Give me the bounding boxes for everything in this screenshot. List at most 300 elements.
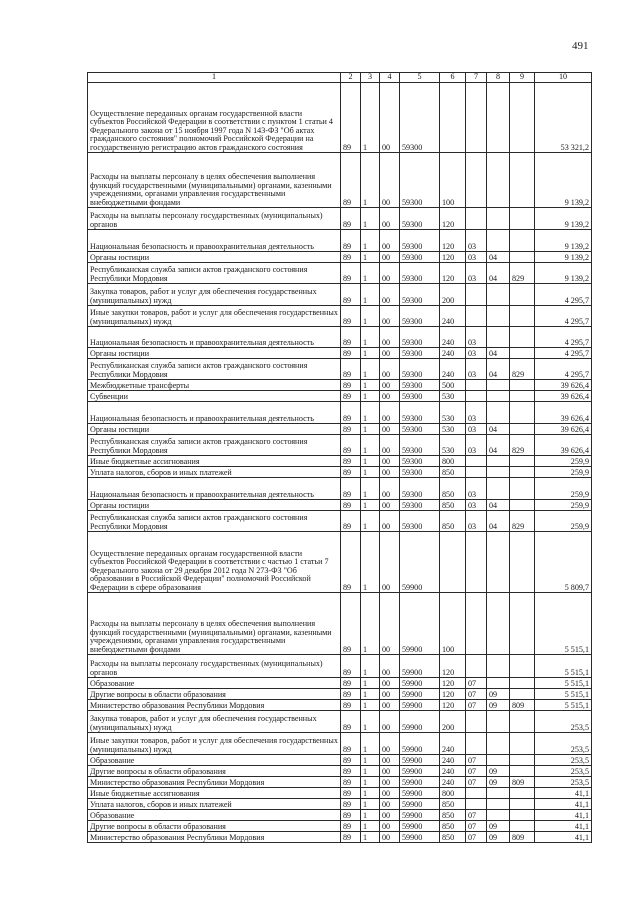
row-code: 89 bbox=[341, 655, 361, 678]
table-row bbox=[88, 511, 592, 532]
row-code: 850 bbox=[440, 799, 466, 810]
row-code: 59300 bbox=[400, 500, 440, 511]
row-code: 89 bbox=[341, 380, 361, 391]
row-code: 1 bbox=[361, 832, 380, 843]
row-code: 89 bbox=[341, 263, 361, 284]
table-row bbox=[88, 359, 592, 380]
table-row bbox=[88, 348, 592, 359]
row-code: 04 bbox=[487, 252, 510, 263]
row-code: 89 bbox=[341, 435, 361, 456]
row-amount: 41,1 bbox=[535, 799, 592, 810]
row-code: 07 bbox=[466, 810, 487, 821]
row-code: 07 bbox=[466, 832, 487, 843]
row-description: Республиканская служба записи актов гражданского состояния Республики Мордовия bbox=[88, 435, 341, 456]
row-code: 120 bbox=[440, 263, 466, 284]
table-row bbox=[88, 500, 592, 511]
row-code bbox=[510, 689, 535, 700]
row-code: 1 bbox=[361, 755, 380, 766]
row-code: 00 bbox=[380, 655, 400, 678]
row-code: 850 bbox=[440, 821, 466, 832]
row-code: 240 bbox=[440, 755, 466, 766]
row-amount: 39 626,4 bbox=[535, 380, 592, 391]
table-row bbox=[88, 230, 592, 252]
row-description: Республиканская служба записи актов гражданского состояния Республики Мордовия bbox=[88, 263, 341, 284]
row-code: 850 bbox=[440, 511, 466, 532]
row-code: 59300 bbox=[400, 435, 440, 456]
row-description: Закупка товаров, работ и услуг для обеспечения государственных (муниципальных) нужд bbox=[88, 711, 341, 733]
row-code: 89 bbox=[341, 391, 361, 402]
row-code bbox=[510, 380, 535, 391]
row-code bbox=[466, 153, 487, 208]
row-code: 829 bbox=[510, 359, 535, 380]
row-code: 89 bbox=[341, 755, 361, 766]
row-code: 59300 bbox=[400, 391, 440, 402]
row-code: 59900 bbox=[400, 655, 440, 678]
row-code bbox=[510, 391, 535, 402]
row-code: 00 bbox=[380, 593, 400, 655]
row-code: 89 bbox=[341, 832, 361, 843]
row-code: 89 bbox=[341, 733, 361, 755]
row-code: 1 bbox=[361, 700, 380, 711]
row-code bbox=[487, 799, 510, 810]
row-code: 530 bbox=[440, 424, 466, 435]
row-code bbox=[487, 153, 510, 208]
row-description: Республиканская служба записи актов гражданского состояния Республики Мордовия bbox=[88, 511, 341, 532]
row-code bbox=[466, 380, 487, 391]
row-description: Министерство образования Республики Мордовия bbox=[88, 700, 341, 711]
row-code: 89 bbox=[341, 711, 361, 733]
row-code: 1 bbox=[361, 478, 380, 500]
row-code bbox=[466, 733, 487, 755]
row-code: 1 bbox=[361, 153, 380, 208]
row-code: 00 bbox=[380, 733, 400, 755]
row-code: 00 bbox=[380, 402, 400, 424]
row-code: 850 bbox=[440, 478, 466, 500]
row-amount: 41,1 bbox=[535, 788, 592, 799]
table-row bbox=[88, 766, 592, 777]
row-code: 850 bbox=[440, 832, 466, 843]
table-row bbox=[88, 733, 592, 755]
row-description: Иные бюджетные ассигнования bbox=[88, 456, 341, 467]
row-description: Уплата налогов, сборов и иных платежей bbox=[88, 799, 341, 810]
row-amount: 9 139,2 bbox=[535, 252, 592, 263]
row-code: 59300 bbox=[400, 230, 440, 252]
table-row bbox=[88, 755, 592, 766]
row-amount: 39 626,4 bbox=[535, 391, 592, 402]
row-code: 59900 bbox=[400, 799, 440, 810]
row-code: 89 bbox=[341, 467, 361, 478]
table-row bbox=[88, 284, 592, 306]
table-row bbox=[88, 252, 592, 263]
row-code: 89 bbox=[341, 208, 361, 230]
row-code bbox=[487, 788, 510, 799]
row-code: 03 bbox=[466, 500, 487, 511]
row-code bbox=[510, 711, 535, 733]
row-code: 00 bbox=[380, 327, 400, 348]
row-description: Национальная безопасность и правоохранительная деятельность bbox=[88, 327, 341, 348]
row-code: 89 bbox=[341, 284, 361, 306]
row-description: Расходы на выплаты персоналу государственных (муниципальных) органов bbox=[88, 655, 341, 678]
column-header: 1 bbox=[88, 73, 341, 83]
row-code: 1 bbox=[361, 678, 380, 689]
row-code bbox=[510, 799, 535, 810]
row-code bbox=[487, 593, 510, 655]
column-header: 3 bbox=[361, 73, 380, 83]
row-code: 89 bbox=[341, 252, 361, 263]
row-description: Иные закупки товаров, работ и услуг для обеспечения государственных (муниципальных) нужд bbox=[88, 306, 341, 327]
row-code: 89 bbox=[341, 689, 361, 700]
row-code: 07 bbox=[466, 755, 487, 766]
table-row bbox=[88, 593, 592, 655]
row-code: 200 bbox=[440, 284, 466, 306]
row-code: 00 bbox=[380, 821, 400, 832]
row-code: 829 bbox=[510, 511, 535, 532]
row-code: 00 bbox=[380, 532, 400, 593]
row-description: Осуществление переданных органам государственной власти субъектов Российской Федерации в соответствии с пунктом 1 статьи 4 Федерального закона от 15 ноября 1997 года N 143-ФЗ "Об актах гражданского состояния" полномочий Российской Федерации на государственную регистрацию актов гражданского состояния bbox=[88, 83, 341, 153]
row-code bbox=[510, 593, 535, 655]
row-description: Расходы на выплаты персоналу в целях обеспечения выполнения функций государственными (муниципальными) органами, казенными учреждениями, органами управления государственными внебюджетными фондами bbox=[88, 153, 341, 208]
row-code: 1 bbox=[361, 456, 380, 467]
row-code: 07 bbox=[466, 821, 487, 832]
column-header: 2 bbox=[341, 73, 361, 83]
row-description: Республиканская служба записи актов гражданского состояния Республики Мордовия bbox=[88, 359, 341, 380]
row-code: 59900 bbox=[400, 711, 440, 733]
row-code bbox=[466, 391, 487, 402]
row-code: 59900 bbox=[400, 810, 440, 821]
row-description: Министерство образования Республики Мордовия bbox=[88, 777, 341, 788]
row-code: 89 bbox=[341, 424, 361, 435]
row-code: 00 bbox=[380, 832, 400, 843]
row-description: Национальная безопасность и правоохранительная деятельность bbox=[88, 230, 341, 252]
row-code: 89 bbox=[341, 700, 361, 711]
row-code: 240 bbox=[440, 359, 466, 380]
row-code: 03 bbox=[466, 435, 487, 456]
row-code: 04 bbox=[487, 359, 510, 380]
row-code: 00 bbox=[380, 284, 400, 306]
row-code: 59300 bbox=[400, 467, 440, 478]
row-code: 59900 bbox=[400, 593, 440, 655]
row-code: 59300 bbox=[400, 263, 440, 284]
row-code bbox=[487, 230, 510, 252]
row-amount: 5 809,7 bbox=[535, 532, 592, 593]
row-code bbox=[487, 655, 510, 678]
row-code: 89 bbox=[341, 359, 361, 380]
row-code: 59300 bbox=[400, 284, 440, 306]
table-row bbox=[88, 810, 592, 821]
row-description: Иные закупки товаров, работ и услуг для обеспечения государственных (муниципальных) нужд bbox=[88, 733, 341, 755]
row-code: 00 bbox=[380, 810, 400, 821]
row-amount: 9 139,2 bbox=[535, 263, 592, 284]
row-code: 00 bbox=[380, 435, 400, 456]
row-code: 240 bbox=[440, 348, 466, 359]
column-header: 9 bbox=[510, 73, 535, 83]
row-code: 00 bbox=[380, 380, 400, 391]
row-code: 00 bbox=[380, 252, 400, 263]
row-amount: 4 295,7 bbox=[535, 327, 592, 348]
row-code: 89 bbox=[341, 821, 361, 832]
row-code: 00 bbox=[380, 478, 400, 500]
row-code: 09 bbox=[487, 766, 510, 777]
row-code: 00 bbox=[380, 689, 400, 700]
row-code bbox=[487, 532, 510, 593]
row-code: 1 bbox=[361, 655, 380, 678]
row-code: 00 bbox=[380, 263, 400, 284]
row-code: 03 bbox=[466, 424, 487, 435]
row-code: 1 bbox=[361, 230, 380, 252]
row-code bbox=[487, 284, 510, 306]
row-code: 89 bbox=[341, 678, 361, 689]
row-code: 800 bbox=[440, 456, 466, 467]
row-code: 120 bbox=[440, 208, 466, 230]
row-amount: 259,9 bbox=[535, 511, 592, 532]
row-code: 100 bbox=[440, 153, 466, 208]
row-code: 120 bbox=[440, 700, 466, 711]
row-code: 59300 bbox=[400, 153, 440, 208]
row-description: Органы юстиции bbox=[88, 424, 341, 435]
row-code: 1 bbox=[361, 359, 380, 380]
row-code: 59300 bbox=[400, 208, 440, 230]
row-amount: 253,5 bbox=[535, 755, 592, 766]
table-row bbox=[88, 478, 592, 500]
row-code bbox=[487, 678, 510, 689]
table-row bbox=[88, 402, 592, 424]
row-code: 1 bbox=[361, 380, 380, 391]
row-code: 89 bbox=[341, 810, 361, 821]
row-code: 829 bbox=[510, 435, 535, 456]
row-amount: 259,9 bbox=[535, 467, 592, 478]
row-code: 120 bbox=[440, 689, 466, 700]
row-code: 809 bbox=[510, 700, 535, 711]
row-code bbox=[487, 755, 510, 766]
row-code: 1 bbox=[361, 593, 380, 655]
table-row bbox=[88, 678, 592, 689]
row-code: 04 bbox=[487, 263, 510, 284]
row-code: 07 bbox=[466, 700, 487, 711]
page-number: 491 bbox=[572, 40, 589, 52]
row-code: 00 bbox=[380, 467, 400, 478]
row-description: Образование bbox=[88, 678, 341, 689]
row-code bbox=[487, 208, 510, 230]
row-code: 850 bbox=[440, 500, 466, 511]
row-code: 09 bbox=[487, 832, 510, 843]
row-code: 59300 bbox=[400, 478, 440, 500]
column-header: 4 bbox=[380, 73, 400, 83]
row-code bbox=[487, 306, 510, 327]
row-description: Органы юстиции bbox=[88, 500, 341, 511]
row-code: 1 bbox=[361, 810, 380, 821]
row-code: 03 bbox=[466, 402, 487, 424]
table-row bbox=[88, 799, 592, 810]
row-code: 1 bbox=[361, 348, 380, 359]
row-code: 120 bbox=[440, 252, 466, 263]
row-code: 1 bbox=[361, 689, 380, 700]
row-code bbox=[487, 402, 510, 424]
row-code: 120 bbox=[440, 678, 466, 689]
column-header: 10 bbox=[535, 73, 592, 83]
row-code bbox=[466, 208, 487, 230]
table-row bbox=[88, 777, 592, 788]
row-code: 89 bbox=[341, 593, 361, 655]
row-code: 00 bbox=[380, 500, 400, 511]
row-code: 100 bbox=[440, 593, 466, 655]
row-code: 530 bbox=[440, 391, 466, 402]
row-code: 07 bbox=[466, 777, 487, 788]
row-code: 00 bbox=[380, 83, 400, 153]
row-code: 00 bbox=[380, 208, 400, 230]
row-code: 59900 bbox=[400, 700, 440, 711]
row-code: 04 bbox=[487, 348, 510, 359]
row-code: 530 bbox=[440, 435, 466, 456]
row-code: 89 bbox=[341, 83, 361, 153]
row-code: 89 bbox=[341, 788, 361, 799]
row-code bbox=[487, 478, 510, 500]
row-code: 1 bbox=[361, 327, 380, 348]
row-code: 500 bbox=[440, 380, 466, 391]
row-code: 59900 bbox=[400, 777, 440, 788]
row-code bbox=[466, 532, 487, 593]
row-amount: 5 515,1 bbox=[535, 593, 592, 655]
row-code bbox=[466, 655, 487, 678]
row-code: 829 bbox=[510, 263, 535, 284]
row-code bbox=[510, 467, 535, 478]
row-code: 1 bbox=[361, 391, 380, 402]
row-description: Другие вопросы в области образования bbox=[88, 766, 341, 777]
row-code: 03 bbox=[466, 359, 487, 380]
row-code: 1 bbox=[361, 306, 380, 327]
row-code: 00 bbox=[380, 755, 400, 766]
row-code: 00 bbox=[380, 456, 400, 467]
row-code bbox=[487, 380, 510, 391]
row-code bbox=[510, 402, 535, 424]
row-description: Органы юстиции bbox=[88, 252, 341, 263]
row-amount: 253,5 bbox=[535, 766, 592, 777]
row-description: Субвенции bbox=[88, 391, 341, 402]
row-code bbox=[510, 478, 535, 500]
row-code bbox=[510, 327, 535, 348]
row-code bbox=[466, 306, 487, 327]
row-code: 00 bbox=[380, 153, 400, 208]
row-code: 59900 bbox=[400, 821, 440, 832]
row-code: 1 bbox=[361, 500, 380, 511]
row-code bbox=[510, 208, 535, 230]
row-description: Образование bbox=[88, 755, 341, 766]
row-code bbox=[510, 306, 535, 327]
row-code bbox=[510, 284, 535, 306]
row-code: 120 bbox=[440, 655, 466, 678]
row-code bbox=[510, 821, 535, 832]
row-code: 1 bbox=[361, 777, 380, 788]
row-code bbox=[510, 532, 535, 593]
row-code: 59300 bbox=[400, 424, 440, 435]
row-code: 09 bbox=[487, 821, 510, 832]
row-code: 59900 bbox=[400, 532, 440, 593]
row-amount: 4 295,7 bbox=[535, 284, 592, 306]
row-code: 03 bbox=[466, 263, 487, 284]
row-description: Образование bbox=[88, 810, 341, 821]
row-code bbox=[510, 348, 535, 359]
table-row bbox=[88, 711, 592, 733]
row-code: 1 bbox=[361, 424, 380, 435]
row-code bbox=[487, 327, 510, 348]
row-description: Расходы на выплаты персоналу государственных (муниципальных) органов bbox=[88, 208, 341, 230]
row-code bbox=[510, 424, 535, 435]
row-code bbox=[440, 532, 466, 593]
row-amount: 4 295,7 bbox=[535, 359, 592, 380]
row-amount: 5 515,1 bbox=[535, 700, 592, 711]
row-code: 07 bbox=[466, 678, 487, 689]
row-description: Осуществление переданных органам государственной власти субъектов Российской Федерации в соответствии с частью 1 статьи 7 Федерального закона от 29 декабря 2012 года N 273-ФЗ "Об образовании в Российской Федерации" полномочий Российской Федерации в сфере образования bbox=[88, 532, 341, 593]
row-code bbox=[487, 456, 510, 467]
table-row bbox=[88, 391, 592, 402]
row-code: 89 bbox=[341, 777, 361, 788]
row-code: 59300 bbox=[400, 83, 440, 153]
row-amount: 5 515,1 bbox=[535, 678, 592, 689]
column-header: 7 bbox=[466, 73, 487, 83]
row-code: 59900 bbox=[400, 689, 440, 700]
row-code: 07 bbox=[466, 689, 487, 700]
row-code: 00 bbox=[380, 700, 400, 711]
row-amount: 5 515,1 bbox=[535, 689, 592, 700]
table-row bbox=[88, 821, 592, 832]
table-row bbox=[88, 832, 592, 843]
row-amount: 39 626,4 bbox=[535, 435, 592, 456]
row-code bbox=[510, 755, 535, 766]
row-amount: 253,5 bbox=[535, 711, 592, 733]
row-code: 00 bbox=[380, 511, 400, 532]
row-amount: 41,1 bbox=[535, 810, 592, 821]
row-amount: 259,9 bbox=[535, 456, 592, 467]
row-code bbox=[466, 467, 487, 478]
row-code bbox=[487, 467, 510, 478]
row-code: 00 bbox=[380, 788, 400, 799]
row-code bbox=[466, 788, 487, 799]
table-row bbox=[88, 456, 592, 467]
row-code: 89 bbox=[341, 511, 361, 532]
table-row bbox=[88, 263, 592, 284]
row-code: 59900 bbox=[400, 733, 440, 755]
row-code: 800 bbox=[440, 788, 466, 799]
row-code bbox=[510, 252, 535, 263]
row-code: 89 bbox=[341, 500, 361, 511]
row-code: 240 bbox=[440, 733, 466, 755]
row-code: 1 bbox=[361, 263, 380, 284]
row-code: 59300 bbox=[400, 327, 440, 348]
row-code: 59300 bbox=[400, 402, 440, 424]
row-code: 03 bbox=[466, 327, 487, 348]
row-code: 1 bbox=[361, 402, 380, 424]
row-code bbox=[510, 500, 535, 511]
table-row bbox=[88, 689, 592, 700]
row-code: 59900 bbox=[400, 755, 440, 766]
row-amount: 4 295,7 bbox=[535, 348, 592, 359]
row-code: 07 bbox=[466, 766, 487, 777]
table-header-row bbox=[88, 73, 592, 83]
row-code: 1 bbox=[361, 788, 380, 799]
row-code: 00 bbox=[380, 678, 400, 689]
row-code bbox=[466, 799, 487, 810]
row-description: Межбюджетные трансферты bbox=[88, 380, 341, 391]
table-row bbox=[88, 380, 592, 391]
row-code: 240 bbox=[440, 766, 466, 777]
row-code: 1 bbox=[361, 532, 380, 593]
table-row bbox=[88, 700, 592, 711]
row-code: 03 bbox=[466, 348, 487, 359]
row-description: Закупка товаров, работ и услуг для обеспечения государственных (муниципальных) нужд bbox=[88, 284, 341, 306]
row-code bbox=[510, 655, 535, 678]
row-code: 09 bbox=[487, 777, 510, 788]
row-code: 1 bbox=[361, 467, 380, 478]
row-code: 03 bbox=[466, 252, 487, 263]
